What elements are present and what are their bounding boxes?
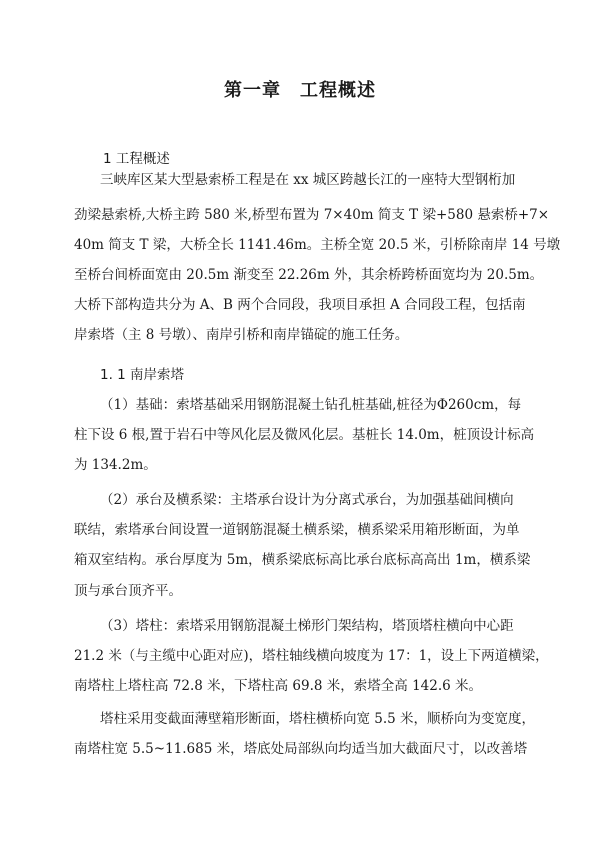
paragraph-line: 顶与承台顶齐平。 (74, 583, 182, 599)
paragraph-line: 为 134.2m。 (74, 457, 157, 473)
paragraph-line: （3）塔柱：索塔采用钢筋混凝土梯形门架结构，塔顶塔柱横向中心距 (100, 618, 514, 634)
paragraph-line: 箱双室结构。承台厚度为 5m，横系梁底标高比承台底标高高出 1m，横系梁 (74, 552, 531, 568)
paragraph-line: 劲梁悬索桥,大桥主跨 580 米,桥型布置为 7×40m 简支 T 梁+580 悬索桥+7× (74, 207, 550, 223)
subsection-heading: 1. 1 南岸索塔 (100, 367, 185, 383)
chapter-title: 第一章 工程概述 (224, 80, 376, 101)
paragraph-line: 柱下设 6 根,置于岩石中等风化层及微风化层。基桩长 14.0m，桩顶设计标高 (74, 427, 535, 443)
paragraph-line: （2）承台及横系梁：主塔承台设计为分离式承台，为加强基础间横向 (100, 492, 514, 508)
paragraph-line: 南塔柱上塔柱高 72.8 米，下塔柱高 69.8 米，索塔全高 142.6 米。 (74, 678, 483, 694)
paragraph-line: （1）基础：索塔基础采用钢筋混凝土钻孔桩基础,桩径为Φ260cm，每 (100, 397, 522, 413)
paragraph-line: 三峡库区某大型悬索桥工程是在 xx 城区跨越长江的一座特大型钢桁加 (100, 172, 516, 188)
paragraph-line: 21.2 米（与主缆中心距对应)，塔柱轴线横向坡度为 17：1，设上下两道横梁， (74, 648, 549, 664)
paragraph-line: 塔柱采用变截面薄壁箱形断面，塔柱横桥向宽 5.5 米，顺桥向为变宽度， (100, 711, 536, 727)
paragraph-line: 至桥台间桥面宽由 20.5m 渐变至 22.26m 外，其余桥跨桥面宽均为 20.5m。 (74, 267, 544, 283)
paragraph-line: 南塔柱宽 5.5~11.685 米，塔底处局部纵向均适当加大截面尺寸，以改善塔 (74, 741, 528, 757)
section-heading: 1 工程概述 (103, 151, 170, 167)
paragraph-line: 大桥下部构造共分为 A、B 两个合同段，我项目承担 A 合同段工程，包括南 (74, 297, 526, 313)
paragraph-line: 40m 简支 T 梁，大桥全长 1141.46m。主桥全宽 20.5 米，引桥除南岸 14 号墩 (74, 237, 561, 253)
paragraph-line: 联结，索塔承台间设置一道钢筋混凝土横系梁，横系梁采用箱形断面，为单 (74, 522, 520, 538)
paragraph-line: 岸索塔（主 8 号墩）、南岸引桥和南岸锚碇的施工任务。 (74, 327, 409, 343)
